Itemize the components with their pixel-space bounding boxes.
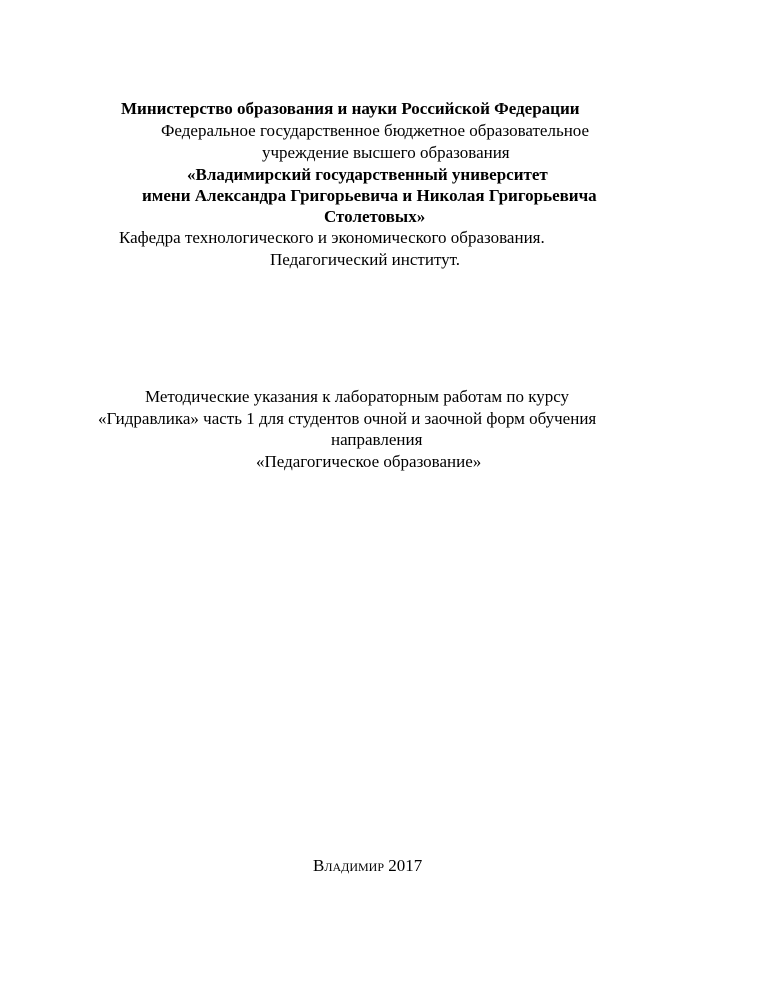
year: 2017 [388, 856, 423, 875]
university-name-line-1: «Владимирский государственный университет [187, 165, 548, 184]
title-line-1: Методические указания к лабораторным работам по курсу [145, 387, 570, 406]
institute-name: Педагогический институт. [270, 250, 461, 269]
department-name: Кафедра технологического и экономического образования. [119, 228, 545, 247]
title-line-2: «Гидравлика» часть 1 для студентов очной и заочной форм обучения [98, 409, 597, 428]
institution-line-2: учреждение высшего образования [262, 143, 510, 162]
title-line-4: «Педагогическое образование» [256, 452, 482, 471]
university-name-line-3: Столетовых» [324, 207, 426, 226]
institution-line-1: Федеральное государственное бюджетное образовательное [161, 121, 590, 140]
city-year [313, 856, 422, 876]
university-name-line-2: имени Александра Григорьевича и Николая Григорьевича [142, 186, 597, 205]
title-line-3: направления [331, 430, 423, 449]
city-name: Владимир [313, 856, 385, 875]
ministry-heading: Министерство образования и науки Российской Федерации [121, 99, 580, 118]
